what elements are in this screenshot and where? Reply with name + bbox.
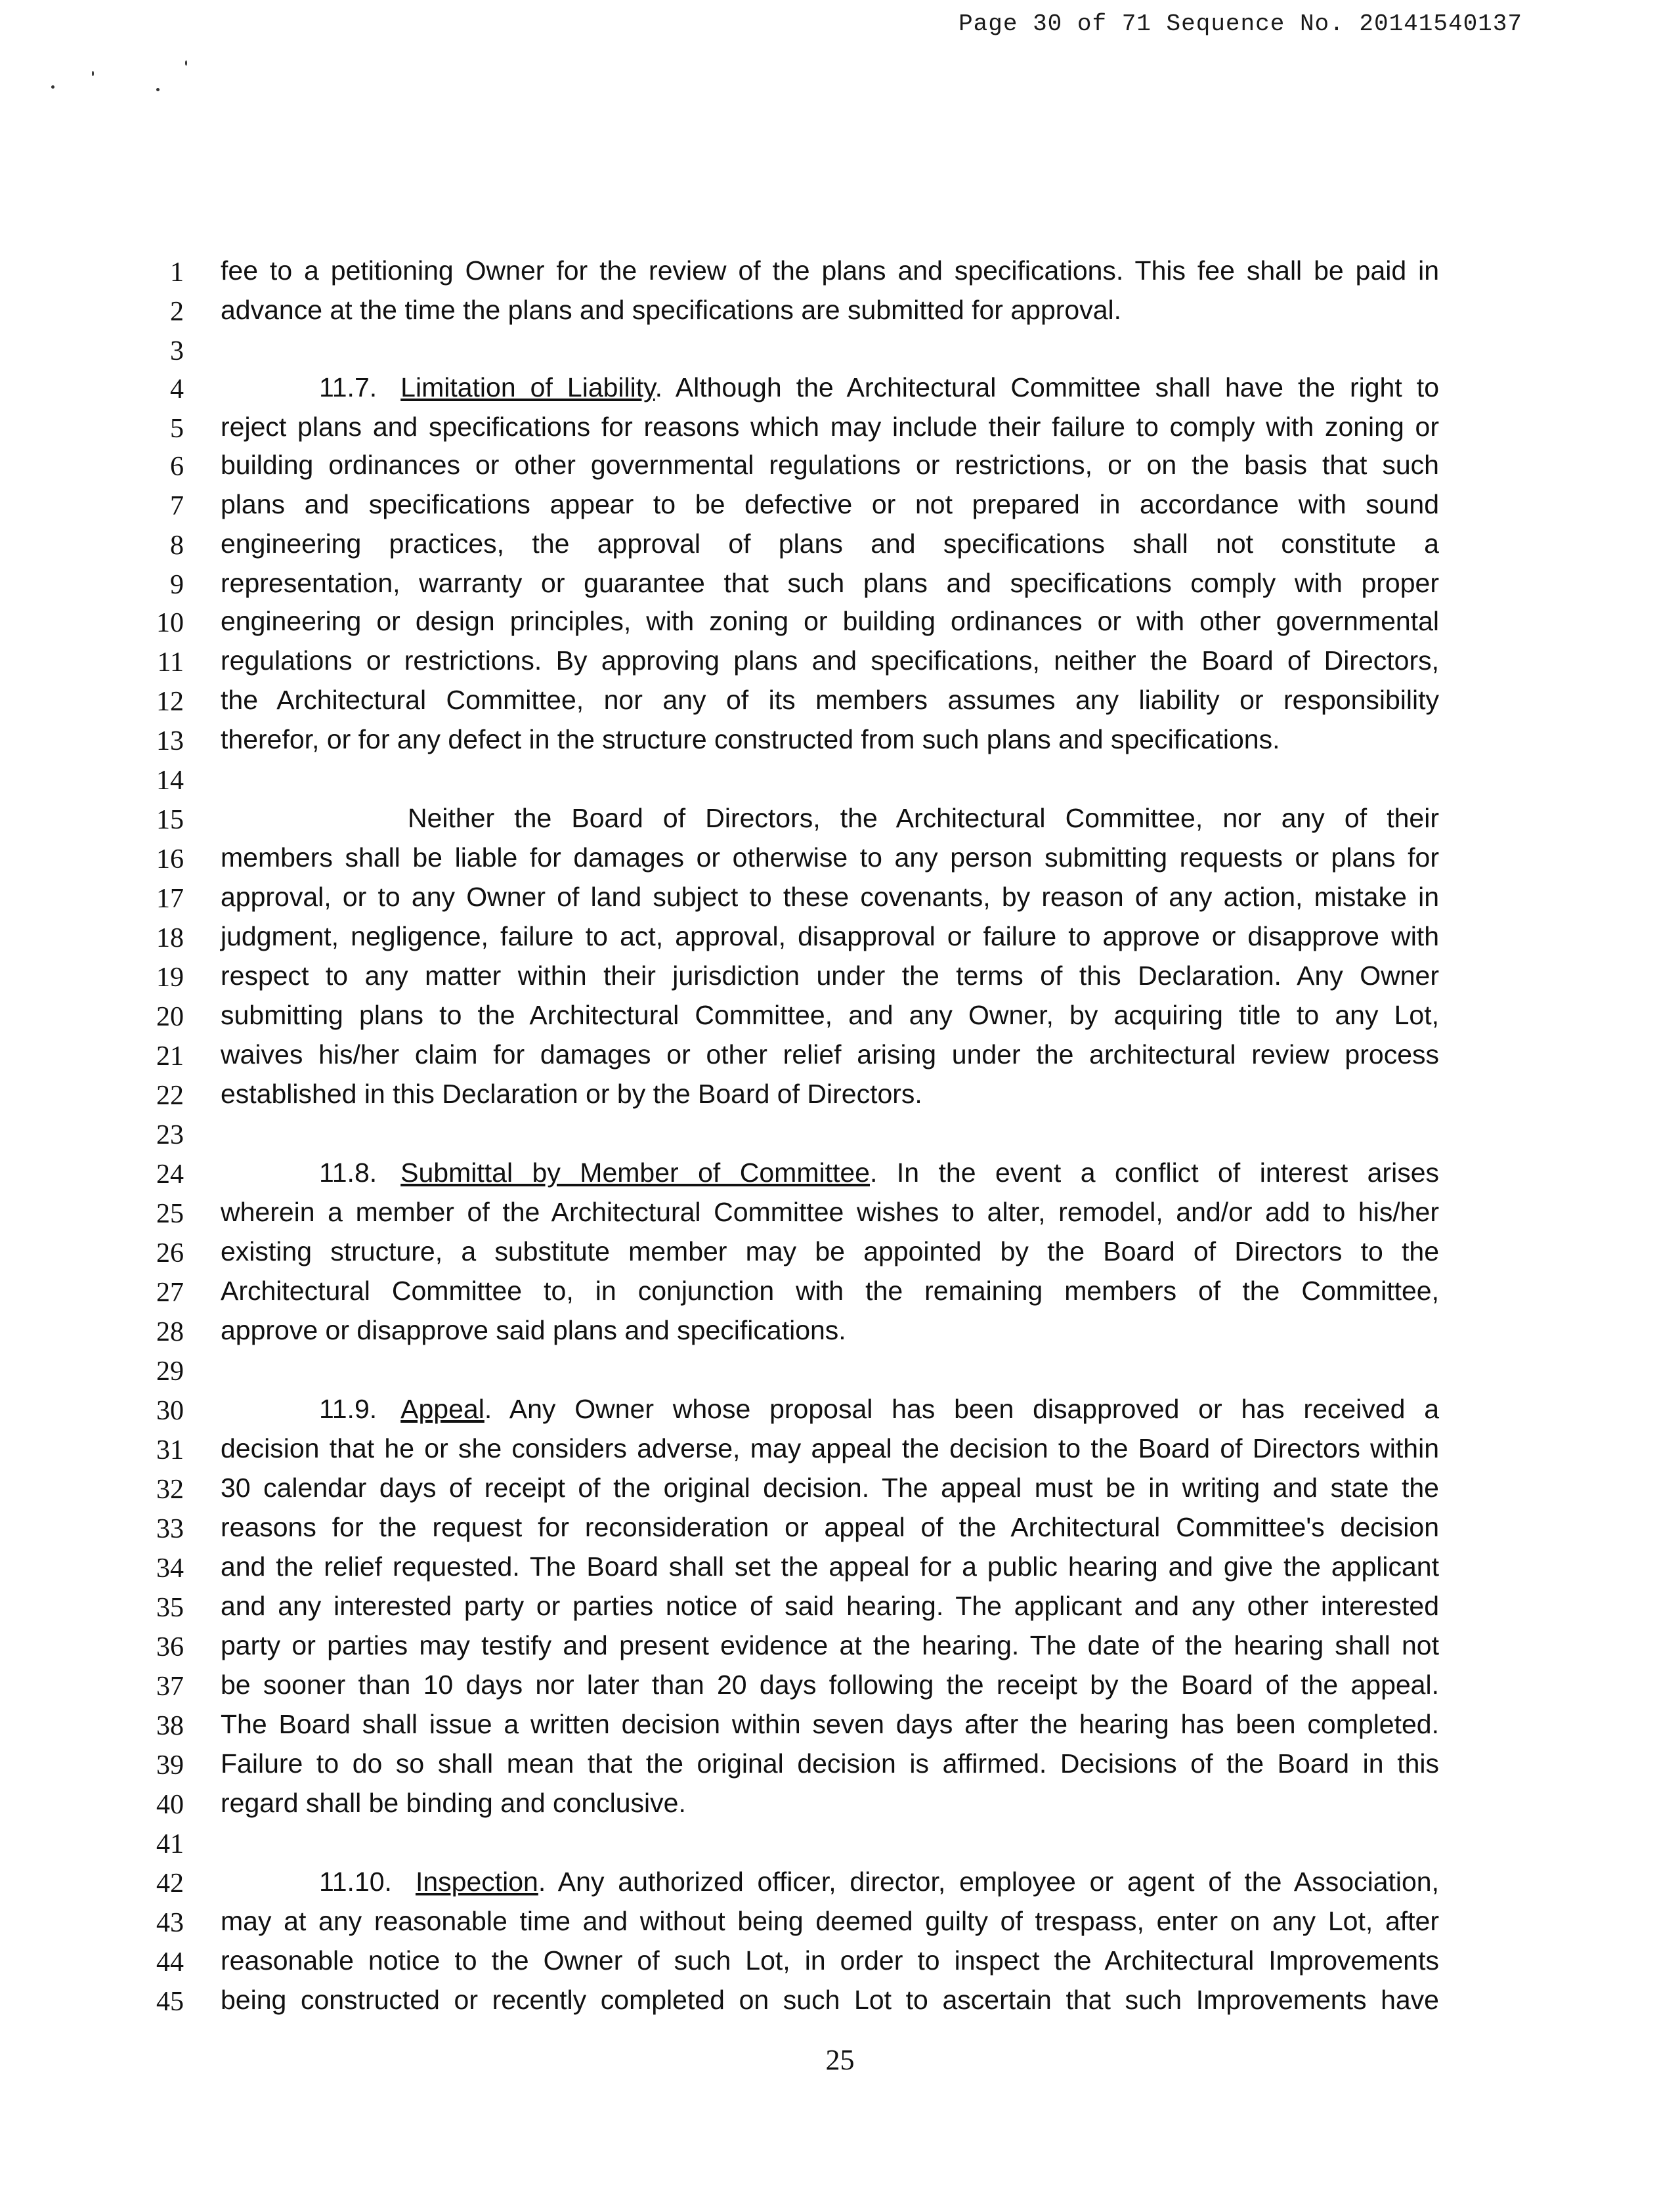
line-number: 27 — [156, 1278, 184, 1308]
text-line: The Board shall issue a written decision within seven days after the hearing has been completed. — [221, 1709, 1439, 1739]
line-number: 32 — [156, 1475, 184, 1505]
line-number: 10 — [156, 608, 184, 638]
text-line: building ordinances or other governmental regulations or restrictions, or on the basis that such — [221, 450, 1439, 480]
text-line: wherein a member of the Architectural Committee wishes to alter, remodel, and/or add to his/her — [221, 1197, 1439, 1227]
text-line: the Architectural Committee, nor any of its members assumes any liability or responsibility — [221, 685, 1439, 715]
text-line: party or parties may testify and present evidence at the hearing. The date of the hearing shall not — [221, 1630, 1439, 1660]
page-header-stamp: Page 30 of 71 Sequence No. 20141540137 — [958, 11, 1522, 37]
page-number: 25 — [825, 2044, 855, 2076]
line-number: 13 — [156, 726, 184, 756]
line-number: 34 — [156, 1553, 184, 1584]
text-line: established in this Declaration or by the Board of Directors. — [221, 1079, 922, 1109]
text-line: submitting plans to the Architectural Committee, and any Owner, by acquiring title to any Lot, — [221, 1000, 1439, 1030]
line-number: 24 — [156, 1159, 184, 1190]
line-number: 14 — [156, 766, 184, 796]
text-line: advance at the time the plans and specifications are submitted for approval. — [221, 295, 1122, 325]
line-number: 3 — [170, 336, 184, 366]
line-number: 1 — [170, 257, 184, 288]
text-line: Architectural Committee to, in conjunction with the remaining members of the Committee, — [221, 1276, 1439, 1306]
line-number: 40 — [156, 1790, 184, 1820]
text-line: existing structure, a substitute member may be appointed by the Board of Directors to the — [221, 1236, 1439, 1266]
line-number: 8 — [170, 530, 184, 561]
line-number: 21 — [156, 1041, 184, 1071]
section-text: . In the event a conflict of interest arises — [870, 1157, 1439, 1188]
scan-speck — [185, 60, 187, 66]
text-line: Failure to do so shall mean that the original decision is affirmed. Decisions of the Board in this — [221, 1748, 1439, 1779]
line-number: 35 — [156, 1593, 184, 1623]
text-line: waives his/her claim for damages or other relief arising under the architectural review process — [221, 1039, 1439, 1070]
line-number: 11 — [157, 647, 184, 678]
line-number: 26 — [156, 1238, 184, 1268]
line-number: 6 — [170, 452, 184, 482]
section-11-9-heading-line — [221, 1396, 1439, 1423]
scan-speck — [51, 85, 54, 89]
line-number: 45 — [156, 1987, 184, 2017]
text-line: fee to a petitioning Owner for the review of the plans and specifications. This fee shall be paid in — [221, 255, 1439, 286]
line-number: 9 — [170, 570, 184, 600]
line-number: 28 — [156, 1317, 184, 1347]
line-number: 33 — [156, 1514, 184, 1544]
line-number: 20 — [156, 1002, 184, 1032]
text-line: approve or disapprove said plans and specifications. — [221, 1315, 846, 1345]
line-number: 17 — [156, 884, 184, 914]
section-number: 11.9. — [319, 1394, 377, 1424]
line-number: 2 — [170, 297, 184, 327]
text-line: being constructed or recently completed on such Lot to ascertain that such Improvements have — [221, 1985, 1439, 2015]
text-line: and any interested party or parties notice of said hearing. The applicant and any other interested — [221, 1591, 1439, 1621]
line-number: 19 — [156, 962, 184, 993]
section-11-10-heading-line — [221, 1869, 1439, 1895]
text-line: representation, warranty or guarantee that such plans and specifications comply with proper — [221, 568, 1439, 598]
line-number: 12 — [156, 687, 184, 717]
scan-speck — [156, 88, 160, 91]
line-number: 22 — [156, 1081, 184, 1111]
text-line: judgment, negligence, failure to act, approval, disapproval or failure to approve or disapprove with — [221, 921, 1439, 951]
line-number: 36 — [156, 1632, 184, 1662]
line-number: 31 — [156, 1435, 184, 1465]
line-number: 16 — [156, 844, 184, 875]
section-title: Submittal by Member of Committee — [400, 1157, 870, 1188]
line-number: 23 — [156, 1120, 184, 1150]
line-number: 29 — [156, 1356, 184, 1387]
text-line: Neither the Board of Directors, the Architectural Committee, nor any of their — [408, 803, 1439, 833]
text-line: approval, or to any Owner of land subject to these covenants, by reason of any action, mistake in — [221, 882, 1439, 912]
section-title: Inspection — [415, 1867, 538, 1897]
section-text: . Any Owner whose proposal has been disapproved or has received a — [484, 1394, 1439, 1424]
scan-speck — [92, 71, 94, 76]
text-line: 30 calendar days of receipt of the original decision. The appeal must be in writing and state the — [221, 1473, 1439, 1503]
line-number: 39 — [156, 1750, 184, 1781]
text-line: plans and specifications appear to be defective or not prepared in accordance with sound — [221, 489, 1439, 519]
section-text: . Any authorized officer, director, employee or agent of the Association, — [538, 1867, 1439, 1897]
section-number: 11.7. — [319, 372, 377, 402]
text-line: regard shall be binding and conclusive. — [221, 1788, 686, 1818]
section-11-7-heading-line — [221, 374, 1439, 401]
section-number: 11.10. — [319, 1867, 392, 1897]
text-line: engineering practices, the approval of plans and specifications shall not constitute a — [221, 529, 1439, 559]
line-number: 7 — [170, 491, 184, 521]
line-number: 25 — [156, 1199, 184, 1229]
line-number: 43 — [156, 1908, 184, 1938]
line-number: 37 — [156, 1672, 184, 1702]
text-line: therefor, or for any defect in the structure constructed from such plans and specifications. — [221, 724, 1280, 754]
section-title: Limitation of Liability — [400, 372, 655, 402]
text-line: engineering or design principles, with zoning or building ordinances or with other governmental — [221, 606, 1439, 636]
text-line: reasonable notice to the Owner of such Lot, in order to inspect the Architectural Improvements — [221, 1945, 1439, 1976]
text-line: reject plans and specifications for reasons which may include their failure to comply with zoning or — [221, 412, 1439, 442]
text-line: decision that he or she considers adverse, may appeal the decision to the Board of Directors within — [221, 1433, 1439, 1463]
line-number: 42 — [156, 1869, 184, 1899]
line-number: 30 — [156, 1396, 184, 1426]
text-line: respect to any matter within their jurisdiction under the terms of this Declaration. Any Owner — [221, 961, 1439, 991]
section-11-8-heading-line — [221, 1159, 1439, 1186]
section-number: 11.8. — [319, 1157, 377, 1188]
line-number: 41 — [156, 1829, 184, 1859]
line-number: 18 — [156, 923, 184, 953]
text-line: members shall be liable for damages or otherwise to any person submitting requests or plans for — [221, 842, 1439, 873]
line-number: 15 — [156, 805, 184, 835]
line-number: 5 — [170, 414, 184, 444]
line-number: 44 — [156, 1947, 184, 1978]
text-line: may at any reasonable time and without being deemed guilty of trespass, enter on any Lot, after — [221, 1906, 1439, 1936]
line-number: 4 — [170, 374, 184, 404]
text-line: regulations or restrictions. By approving plans and specifications, neither the Board of Directors, — [221, 645, 1439, 676]
text-line: and the relief requested. The Board shall set the appeal for a public hearing and give the applicant — [221, 1551, 1439, 1582]
text-line: be sooner than 10 days nor later than 20 days following the receipt by the Board of the appeal. — [221, 1670, 1439, 1700]
section-title: Appeal — [400, 1394, 485, 1424]
line-number: 38 — [156, 1711, 184, 1741]
text-line: reasons for the request for reconsideration or appeal of the Architectural Committee's decision — [221, 1512, 1439, 1542]
section-text: . Although the Architectural Committee shall have the right to — [655, 372, 1439, 402]
